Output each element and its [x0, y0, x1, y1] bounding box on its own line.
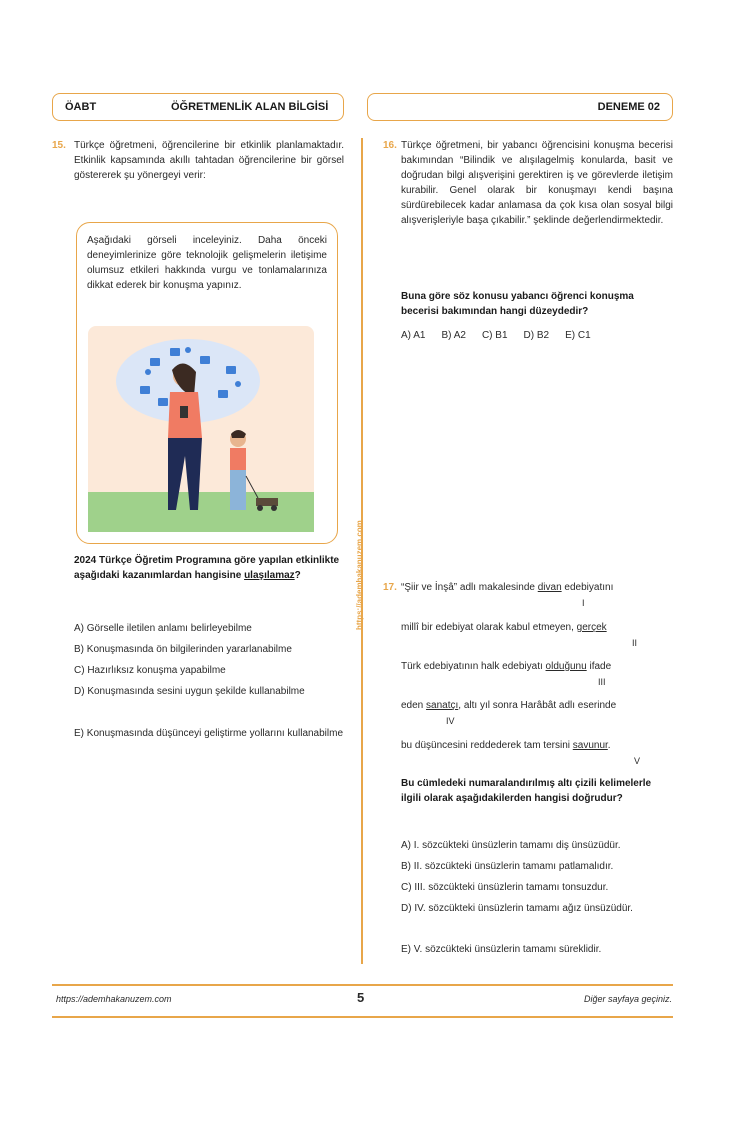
q15-option-e[interactable]: E) Konuşmasında düşünceyi geliştirme yollarını kullanabilme — [74, 728, 344, 739]
q15-question: 2024 Türkçe Öğretim Programına göre yapılan etkinlikte aşağıdaki kazanımlardan hangisine ulaşılamaz? — [74, 555, 340, 581]
q17-option-a[interactable]: A) I. sözcükteki ünsüzlerin tamamı diş ünsüzüdür. — [401, 840, 621, 851]
q15-option-d[interactable]: D) Konuşmasında sesini uygun şekilde kullanabilme — [74, 686, 305, 697]
footer-top-line — [52, 984, 673, 986]
q17-line5: bu düşüncesini reddederek tam tersini savunur. — [401, 740, 611, 751]
roman-4: IV — [446, 716, 455, 726]
header-left-box — [52, 93, 344, 121]
q15-option-a[interactable]: A) Görselle iletilen anlamı belirleyebilme — [74, 623, 252, 634]
q15-option-c[interactable]: C) Hazırlıksız konuşma yapabilme — [74, 665, 226, 676]
q16-option-d[interactable]: D) B2 — [523, 330, 550, 341]
q16-number: 16. — [383, 140, 397, 151]
q16-option-c[interactable]: C) B1 — [481, 330, 508, 341]
q17-line1: “Şiir ve İnşâ” adlı makalesinde divan edebiyatını — [401, 582, 614, 593]
section-title: ÖĞRETMENLİK ALAN BİLGİSİ — [171, 101, 329, 113]
q16-intro: Türkçe öğretmeni, bir yabancı öğrencisini konuşma becerisi bakımından “Bilindik ve alışılagelmiş konularda, basit ve doğrudan bilgi alışverişini gerektiren iş ve görevlerde iletişim kurabilir. Genel olarak bir konuşmayı kendi başına sürdürebilecek kadar anlamasa da çok kısa olan sosyal bilgi alışverişleriyle başa çıkabilir.” şeklinde değerlendirmektedir. — [401, 140, 673, 226]
footer-url[interactable]: https://ademhakanuzem.com — [56, 994, 172, 1004]
q17-line2: millî bir edebiyat olarak kabul etmeyen, gerçek — [401, 622, 607, 633]
q17-option-d[interactable]: D) IV. sözcükteki ünsüzlerin tamamı ağız ünsüzüdür. — [401, 903, 633, 914]
q16-option-a[interactable]: A) A1 — [401, 330, 426, 341]
q16-option-b[interactable]: B) A2 — [441, 330, 466, 341]
q17-option-e[interactable]: E) V. sözcükteki ünsüzlerin tamamı süreklidir. — [401, 944, 602, 955]
q15-intro: Türkçe öğretmeni, öğrencilerine bir etkinlik planlamaktadır. Etkinlik kapsamında akıllı tahtadan öğrencilerine bir görsel göstererek şu yönergeyi verir: — [74, 140, 344, 181]
roman-3: III — [598, 677, 606, 687]
q16-options — [401, 330, 591, 341]
q17-question: Bu cümledeki numaralandırılmış altı çizili kelimelerle ilgili olarak aşağıdakilerden hangisi doğrudur? — [401, 778, 652, 804]
q16-question: Buna göre söz konusu yabancı öğrenci konuşma becerisi bakımından hangi düzeydedir? — [401, 291, 634, 317]
q15-number: 15. — [52, 140, 66, 151]
roman-1: I — [582, 598, 585, 608]
page-number: 5 — [357, 990, 365, 1005]
header-right-box — [367, 93, 673, 121]
footer-bottom-line — [52, 1016, 673, 1018]
q15-instruction-box — [76, 222, 338, 544]
side-url: https://ademhakanuzem.com — [355, 520, 364, 630]
next-page-note: Diğer sayfaya geçiniz. — [583, 994, 672, 1004]
q16-option-e[interactable]: E) C1 — [565, 330, 591, 341]
q17-number: 17. — [383, 582, 397, 593]
roman-2: II — [632, 638, 638, 648]
q17-option-c[interactable]: C) III. sözcükteki ünsüzlerin tamamı tonsuzdur. — [401, 882, 609, 893]
q17-option-b[interactable]: B) II. sözcükteki ünsüzlerin tamamı patlamalıdır. — [401, 861, 614, 872]
exam-name-label: DENEME 02 — [597, 101, 660, 113]
q15-option-b[interactable]: B) Konuşmasında ön bilgilerinden yararlanabilme — [74, 644, 292, 655]
exam-type-label: ÖABT — [65, 101, 97, 113]
q17-line4: eden sanatçı, altı yıl sonra Harâbât adlı eserinde — [401, 700, 617, 711]
q15-instruction: Aşağıdaki görseli inceleyiniz. Daha önceki deneyimlerinize göre teknolojik gelişmelerin iletişime olumsuz etkileri hakkında vurgu ve tonlamalarınıza dikkat ederek bir konuşma yapınız. — [87, 235, 327, 291]
roman-5: V — [634, 756, 641, 766]
q17-line3: Türk edebiyatının halk edebiyatı olduğunu ifade — [401, 661, 612, 672]
q15-illustration — [88, 326, 314, 532]
